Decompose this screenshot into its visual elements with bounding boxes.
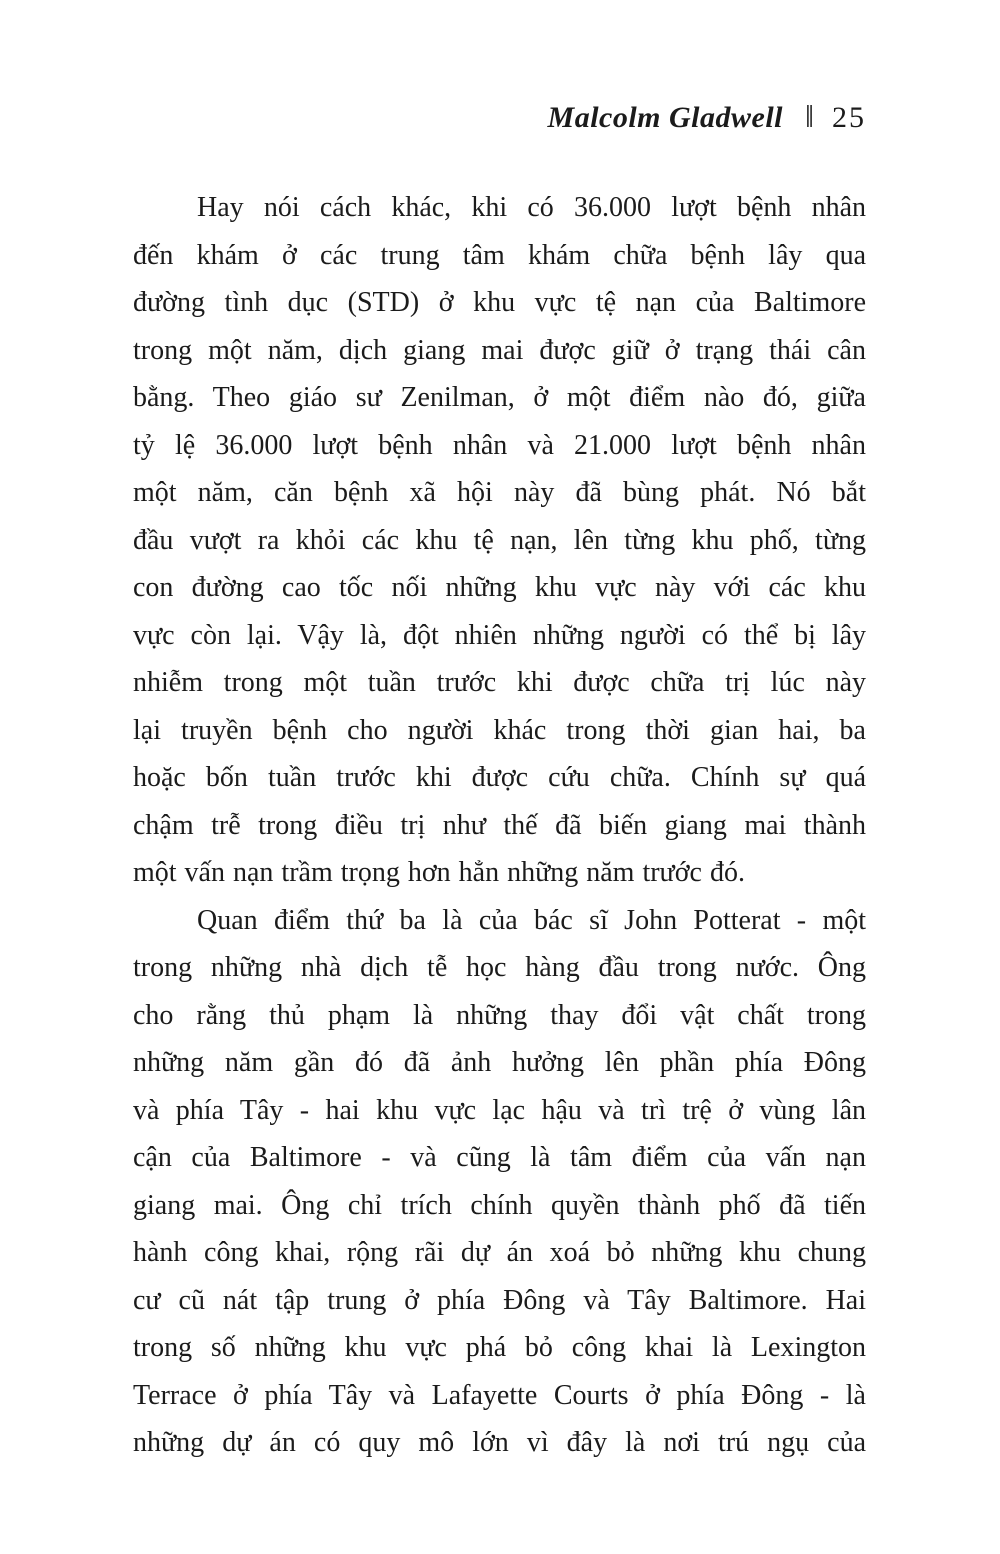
text-line: và phía Tây - hai khu vực lạc hậu và trì trệ ở vùng lân: [133, 1094, 866, 1126]
text-line: Quan điểm thứ ba là của bác sĩ John Potterat - một: [197, 904, 866, 936]
text-line: Terrace ở phía Tây và Lafayette Courts ở phía Đông - là: [133, 1379, 866, 1411]
paragraph-2: [133, 897, 866, 1467]
text-line: trong một năm, dịch giang mai được giữ ở trạng thái cân: [133, 334, 866, 366]
text-line: đến khám ở các trung tâm khám chữa bệnh lây qua: [133, 239, 866, 271]
text-line: Hay nói cách khác, khi có 36.000 lượt bệnh nhân: [197, 192, 866, 223]
text-line: cho rằng thủ phạm là những thay đổi vật chất trong: [133, 999, 866, 1031]
header-separator: ‖: [805, 98, 814, 134]
page-body: [133, 184, 866, 1467]
page-number: 25: [832, 101, 866, 134]
text-line: hành công khai, rộng rãi dự án xoá bỏ những khu chung: [133, 1237, 866, 1268]
text-line: những năm gần đó đã ảnh hưởng lên phần phía Đông: [133, 1047, 866, 1078]
paragraph-1: [133, 184, 866, 897]
text-line: cận của Baltimore - và cũng là tâm điểm của vấn nạn: [133, 1142, 866, 1173]
text-line: cư cũ nát tập trung ở phía Đông và Tây Baltimore. Hai: [133, 1284, 866, 1316]
text-line: trong số những khu vực phá bỏ công khai là Lexington: [133, 1332, 866, 1363]
text-line: lại truyền bệnh cho người khác trong thời gian hai, ba: [133, 714, 866, 746]
text-line: những dự án có quy mô lớn vì đây là nơi trú ngụ của: [133, 1427, 866, 1458]
text-line: một năm, căn bệnh xã hội này đã bùng phát. Nó bắt: [133, 477, 866, 508]
text-line: đầu vượt ra khỏi các khu tệ nạn, lên từng khu phố, từng: [133, 524, 866, 556]
text-line: bằng. Theo giáo sư Zenilman, ở một điểm nào đó, giữa: [133, 382, 866, 413]
text-line: vực còn lại. Vậy là, đột nhiên những người có thể bị lây: [133, 619, 866, 651]
text-line: tỷ lệ 36.000 lượt bệnh nhân và 21.000 lượt bệnh nhân: [133, 429, 866, 461]
text-line: một vấn nạn trầm trọng hơn hẳn những năm trước đó.: [133, 857, 745, 888]
text-line: hoặc bốn tuần trước khi được cứu chữa. Chính sự quá: [133, 762, 866, 793]
page-header: [548, 96, 866, 138]
text-line: trong những nhà dịch tễ học hàng đầu trong nước. Ông: [133, 952, 866, 983]
text-line: nhiễm trong một tuần trước khi được chữa trị lúc này: [133, 667, 866, 698]
text-line: chậm trễ trong điều trị như thế đã biến giang mai thành: [133, 809, 866, 841]
text-line: con đường cao tốc nối những khu vực này với các khu: [133, 572, 866, 603]
text-line: giang mai. Ông chỉ trích chính quyền thành phố đã tiến: [133, 1189, 866, 1221]
running-head-author: Malcolm Gladwell: [547, 101, 784, 134]
text-line: đường tình dục (STD) ở khu vực tệ nạn của Baltimore: [133, 287, 866, 318]
